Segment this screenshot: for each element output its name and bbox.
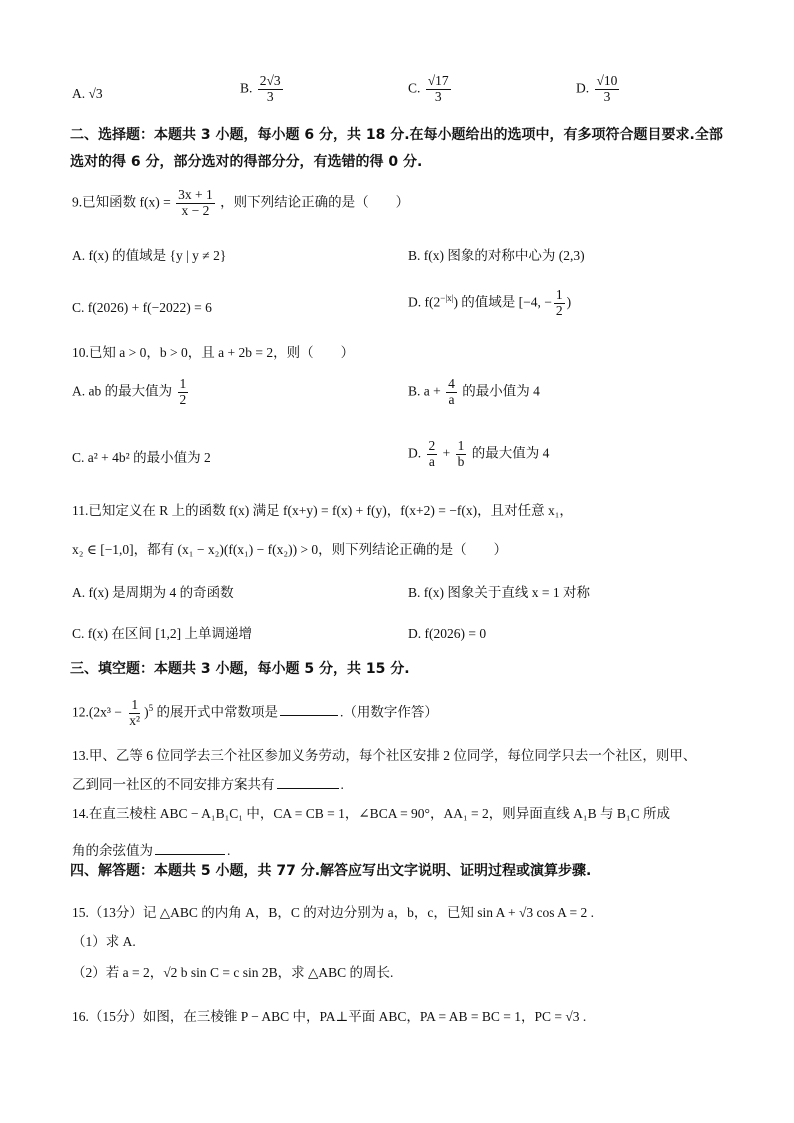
q10-option-c: C. a² + 4b² 的最小值为 2 [72,450,211,465]
q8-option-b-label: B. [240,80,253,96]
fraction-numerator: 2√3 [259,73,281,88]
section-2-heading: 二、选择题：本题共 3 小题，每小题 6 分，共 18 分.在每小题给出的选项中，有多项符合题目要求.全部选对的得 6 分，部分选对的得部分分，有选错的得 0 分. [70,127,723,171]
q12-exponent: 5 [148,702,154,713]
q10-stem: 10.已知 a > 0，b > 0，且 a + 2b = 2，则（ ） [72,345,355,360]
fraction-denominator: a [428,453,435,469]
fraction-numerator: 2 [428,438,436,453]
q10-d-fraction-1 [427,439,438,470]
q14-line-1: 14.在直三棱柱 ABC − A₁B₁C₁ 中，CA = CB = 1，∠BCA = 90°，AA₁ = 2，则异面直线 A₁B 与 B₁C 所成 [72,806,670,821]
q8-option-d [576,74,621,105]
fraction-numerator: 1 [457,438,465,453]
q11-option-b: B. f(x) 图象关于直线 x = 1 对称 [408,585,590,600]
q8-option-c [408,74,453,105]
fraction-denominator: x − 2 [181,202,210,218]
q15-part-2: （2）若 a = 2，√2 b sin C = c sin 2B，求 △ABC 的周长. [72,965,394,980]
q9-stem-post: ，则下列结论正确的是（ ） [220,194,410,210]
q8-option-a: A. √3 [72,86,103,101]
q9-stem [72,188,409,219]
q8-option-c-label: C. [408,80,421,96]
q8-option-d-label: D. [576,80,590,96]
fraction-denominator: a [448,391,455,407]
q9-fraction [176,188,215,219]
q9-option-a: A. f(x) 的值域是 {y | y ≠ 2} [72,248,227,263]
q15-stem: 15.（13分）记 △ABC 的内角 A，B，C 的对边分别为 a，b，c，已知 sin A + √3 cos A = 2 . [72,905,595,920]
q12-number: 12. [72,704,89,720]
fraction-denominator: 2 [555,302,563,318]
q13-line-2 [72,776,344,792]
q11-stem-line-2: x₂ ∈ [−1,0]，都有 (x₁ − x₂)(f(x₁) − f(x₂)) > 0，则下列结论正确的是（ ） [72,542,508,557]
q15-part-1: （1）求 A. [72,934,136,949]
q9-option-b: B. f(x) 图象的对称中心为 (2,3) [408,248,585,263]
q12-answer-blank[interactable] [280,703,338,716]
fraction-denominator: 3 [603,88,611,104]
q12-post-1: 的展开式中常数项是 [156,704,278,720]
q10-d-post: 的最大值为 4 [471,445,550,461]
fraction-numerator: 1 [131,697,139,712]
q12-expr-b: ) [144,704,149,720]
q11-option-d: D. f(2026) = 0 [408,626,487,641]
q8-option-d-fraction [595,74,620,105]
q9-option-c: C. f(2026) + f(−2022) = 6 [72,300,212,315]
q9-d-pre: D. f(2 [408,294,441,310]
fraction-denominator: 3 [434,88,442,104]
fraction-denominator: b [457,453,465,469]
q13-line-2-pre: 乙到同一社区的不同安排方案共有 [72,777,275,792]
q14-answer-blank[interactable] [155,842,225,855]
q9-d-mid: ) 的值域是 [−4, − [453,294,552,310]
q16-stem: 16.（15分）如图，在三棱锥 P − ABC 中，PA⊥平面 ABC，PA = AB = BC = 1，PC = √3 . [72,1009,587,1024]
q9-d-fraction [554,288,565,319]
fraction-numerator: √10 [596,73,618,88]
q10-option-d [408,439,549,470]
q14-line-2 [72,842,230,858]
section-4-heading: 四、解答题：本题共 5 小题，共 77 分.解答应写出文字说明、证明过程或演算步骤. [70,863,592,879]
q10-option-a [72,377,190,408]
section-3-heading: 三、填空题：本题共 3 小题，每小题 5 分，共 15 分. [70,661,410,677]
q8-option-b-fraction [258,74,283,105]
fraction-denominator: x² [129,712,141,728]
fraction-denominator: 3 [266,88,274,104]
q10-b-post: 的最小值为 4 [462,383,540,399]
q8-option-c-fraction [426,74,451,105]
fraction-numerator: √17 [427,73,449,88]
q10-b-pre: B. a + [408,383,441,399]
q11-option-c: C. f(x) 在区间 [1,2] 上单调递增 [72,626,252,641]
q9-d-exponent: −|x| [440,292,454,303]
q9-stem-pre: 9.已知函数 f(x) = [72,194,171,210]
q13-answer-blank[interactable] [277,776,339,789]
q12-expr-a: (2x³ − [88,704,122,720]
q8-option-b [240,74,285,105]
q11-stem-line-1: 11.已知定义在 R 上的函数 f(x) 满足 f(x+y) = f(x) + f(y)，f(x+2) = −f(x)，且对任意 x₁， [72,503,573,518]
fraction-numerator: 3x + 1 [178,187,213,202]
q12-stem [72,698,438,729]
q10-option-b [408,377,540,408]
q9-option-d [408,288,571,319]
q13-line-2-post: . [340,777,344,792]
q12-post-2: .（用数字作答） [339,704,438,720]
q13-line-1: 13.甲、乙等 6 位同学去三个社区参加义务劳动，每个社区安排 2 位同学，每位同学只去一个社区，则甲、 [72,748,697,763]
q9-d-post: ) [566,294,572,310]
q10-a-pre: A. ab 的最大值为 [72,383,173,399]
q10-d-pre: D. [408,445,422,461]
fraction-numerator: 1 [555,287,563,302]
fraction-numerator: 1 [179,376,187,391]
q14-line-2-pre: 角的余弦值为 [72,843,153,858]
q10-d-plus: + [442,445,451,461]
fraction-numerator: 4 [448,376,455,391]
q12-fraction [127,698,142,729]
q10-b-fraction [446,377,457,408]
q14-line-2-post: . [227,843,231,858]
q10-a-fraction [178,377,189,408]
fraction-denominator: 2 [179,391,187,407]
q10-d-fraction-2 [456,439,467,470]
q11-option-a: A. f(x) 是周期为 4 的奇函数 [72,585,234,600]
